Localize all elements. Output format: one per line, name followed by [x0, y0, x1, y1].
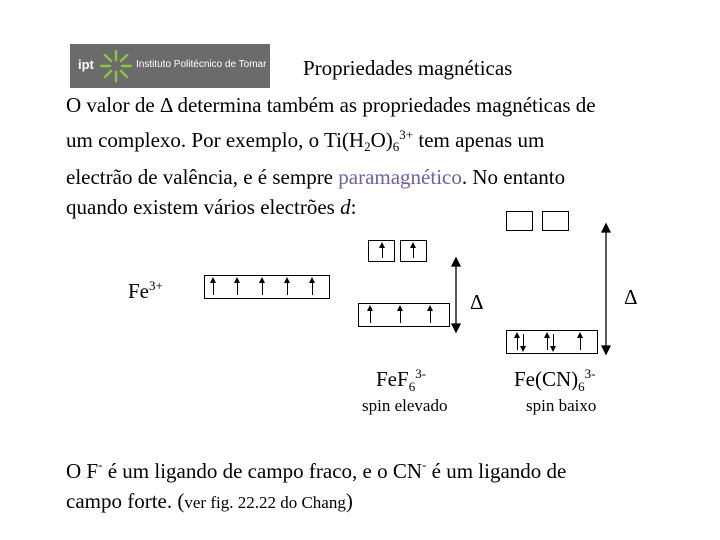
low-spin-label: spin baixo: [526, 396, 597, 415]
arrowhead-icon: [367, 305, 373, 311]
conclusion-line2-a: campo forte. (: [66, 489, 185, 513]
slide-title: Propriedades magnéticas: [303, 56, 513, 80]
high-spin-label: spin elevado: [362, 396, 448, 415]
fecn6-formula-sup: 3-: [584, 366, 596, 381]
paramagnetic-term: paramagnético: [338, 165, 462, 189]
arrowhead-icon: [397, 305, 403, 311]
left-delta-arrowhead-top: [452, 258, 460, 266]
line2-post: tem apenas um: [413, 128, 545, 152]
d-electrons-term: d: [340, 195, 351, 219]
fe3-ion-label: [128, 278, 163, 304]
arrowhead-icon: [410, 242, 416, 248]
logo-abbreviation: ipt: [78, 57, 94, 72]
right-delta-arrowhead-top: [602, 224, 610, 232]
fef6-formula-sub: 6: [408, 379, 416, 395]
conclusion-line-2: [66, 486, 566, 518]
conclusion-sup1: -: [98, 457, 103, 472]
left-delta-arrowhead-bottom: [452, 324, 460, 332]
conclusion-part1: O F: [66, 459, 99, 483]
line2-sub: 2: [364, 139, 371, 154]
arrowhead-icon: [514, 332, 520, 338]
arrowhead-icon: [210, 277, 216, 283]
arrowhead-icon: [577, 332, 583, 338]
arrowhead-icon: [234, 277, 240, 283]
ion-symbol: Fe: [128, 279, 149, 303]
arrowhead-icon: [259, 277, 265, 283]
conclusion-line2-c: ): [345, 489, 353, 513]
conclusion-part2: é um ligando de campo fraco, e o CN: [102, 459, 423, 483]
fef6-formula-sup: 3-: [415, 366, 427, 381]
arrowhead-icon: [379, 242, 385, 248]
fecn6-formula-sub: 6: [578, 379, 585, 395]
line3-post: . No entanto: [461, 165, 566, 189]
paragraph-line-1: O valor de Δ determina também as propriedades magnéticas de: [66, 93, 596, 117]
line3-pre: electrão de valência, e é sempre: [66, 165, 339, 189]
conclusion-sup2: -: [422, 457, 427, 472]
arrowhead-icon: [284, 277, 290, 283]
line2-sup: 3+: [399, 127, 414, 142]
right-delta-label: Δ: [624, 285, 638, 309]
arrowhead-icon: [550, 346, 556, 352]
orbital-box: [506, 211, 533, 231]
conclusion-text: [66, 450, 566, 518]
fef6-formula-text: FeF: [376, 367, 409, 391]
line2-mid: O): [370, 128, 393, 152]
line2-pre: um complexo. Por exemplo, o Ti(H: [66, 128, 365, 152]
arrowhead-icon: [427, 305, 433, 311]
fecn6-formula-text: Fe(CN): [514, 367, 579, 391]
line4-post: :: [350, 195, 357, 219]
orbital-box: [542, 211, 569, 231]
conclusion-part3: é um ligando de: [426, 459, 567, 483]
arrowhead-icon: [544, 332, 550, 338]
right-delta-arrowhead-bottom: [602, 346, 610, 354]
arrowhead-icon: [309, 277, 315, 283]
fecn6-formula: [514, 366, 596, 395]
fef6-formula: [376, 366, 426, 395]
logo-institution-name: Instituto Politécnico de Tomar: [136, 59, 267, 70]
line2-sub2: 6: [392, 139, 400, 154]
arrowhead-icon: [520, 346, 526, 352]
line4-pre: quando existem vários electrões: [66, 195, 341, 219]
ion-charge: 3+: [149, 278, 163, 293]
left-delta-label: Δ: [470, 290, 484, 314]
chang-reference: ver fig. 22.22 do Chang: [184, 493, 346, 512]
conclusion-line-1: [66, 450, 566, 486]
